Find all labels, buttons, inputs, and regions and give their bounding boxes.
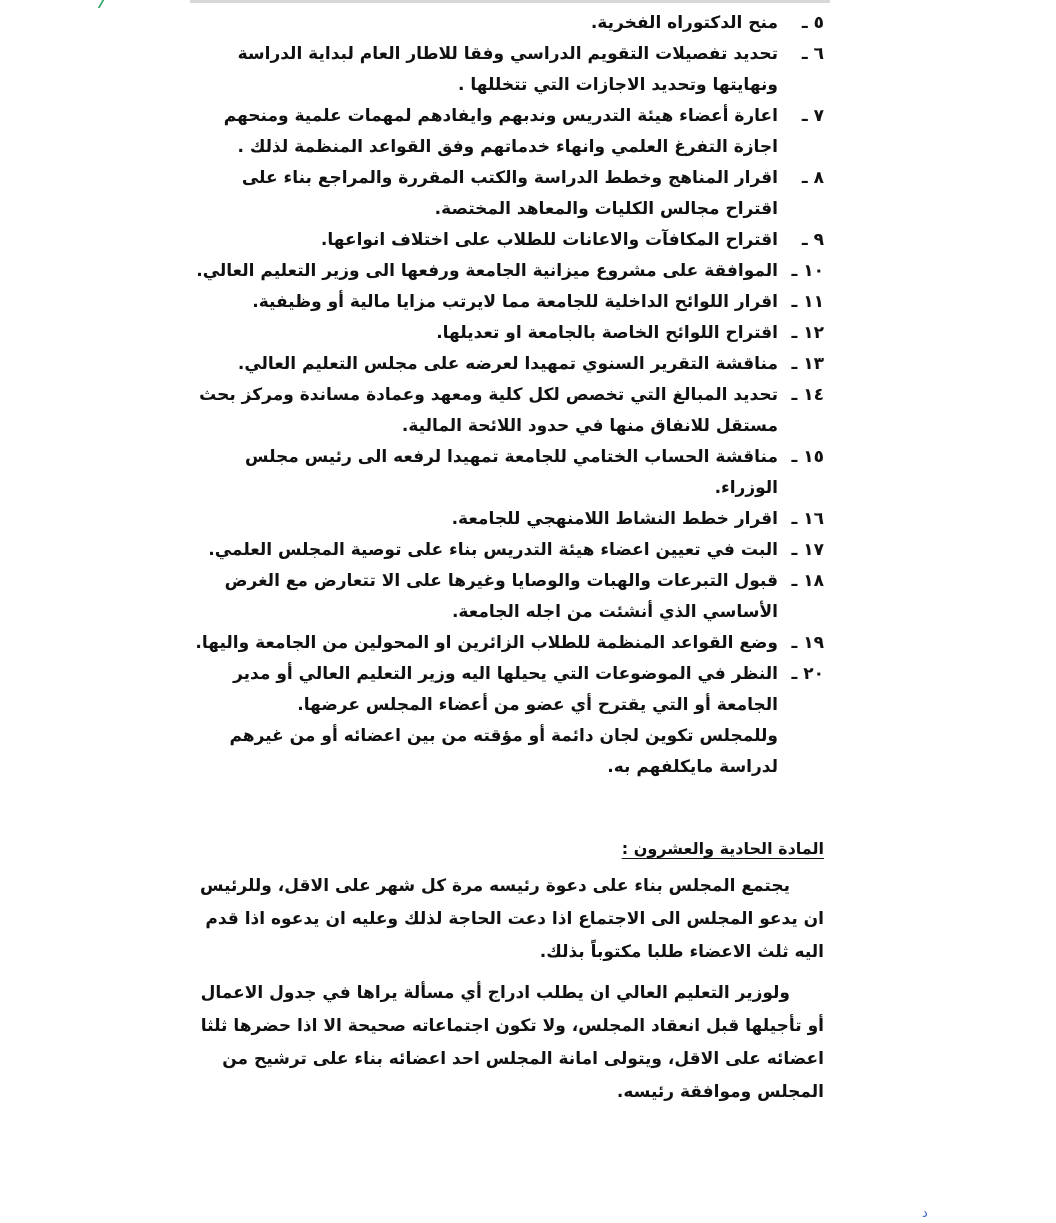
article-paragraph: يجتمع المجلس بناء على دعوة رئيسه مرة كل شهر على الاقل، وللرئيس ان يدعو المجلس الى الاجتماع اذا دعت الحاجة لذلك وعليه ان يدعوه اذا قدم اليه ثلث الاعضاء طلبا مكتوباً بذلك. <box>200 876 824 962</box>
list-item <box>194 318 824 349</box>
item-text: اقتراح المكافآت والاعانات للطلاب على اختلاف انواعها. <box>320 230 778 250</box>
item-text: اقرار خطط النشاط اللامنهجي للجامعة. <box>451 509 778 529</box>
item-number: ١٠ ـ <box>791 261 824 281</box>
document-body <box>194 8 824 1117</box>
item-number: ١٨ ـ <box>791 571 824 591</box>
item-number: ٨ ـ <box>801 168 824 188</box>
article-heading: المادة الحادية والعشرون : <box>621 839 824 858</box>
item-number: ١٢ ـ <box>791 323 824 343</box>
item-number: ٢٠ ـ <box>791 664 824 684</box>
item-number: ١٤ ـ <box>791 385 824 405</box>
list-item <box>194 380 824 442</box>
item-number: ٧ ـ <box>801 106 824 126</box>
list-item <box>194 101 824 163</box>
list-item <box>194 628 824 659</box>
list-item <box>194 504 824 535</box>
list-item <box>194 566 824 628</box>
item-text: وضع القواعد المنظمة للطلاب الزائرين او المحولين من الجامعة واليها. <box>195 633 778 653</box>
list-item <box>194 256 824 287</box>
item-text: مناقشة الحساب الختامي للجامعة تمهيدا لرفعه الى رئيس مجلس الوزراء. <box>245 447 778 498</box>
list-item <box>194 535 824 566</box>
article-paragraph: ولوزير التعليم العالي ان يطلب ادراج أي مسألة يراها في جدول الاعمال أو تأجيلها قبل انعقاد المجلس، ولا تكون اجتماعاته صحيحة الا اذا حضرها ثلثا اعضائه على الاقل، ويتولى امانة المجلس احد اعضائه بناء على ترشيح من المجلس وموافقة رئيسه. <box>200 983 824 1102</box>
list-item <box>194 8 824 39</box>
top-edge-line <box>190 0 830 3</box>
item-number: ١٣ ـ <box>791 354 824 374</box>
item-number: ١٧ ـ <box>791 540 824 560</box>
corner-mark <box>98 0 115 8</box>
item-number: ١١ ـ <box>791 292 824 312</box>
list-item <box>194 225 824 256</box>
section-gap <box>194 783 824 833</box>
item-text: البت في تعيين اعضاء هيئة التدريس بناء على توصية المجلس العلمي. <box>208 540 778 560</box>
committees-paragraph-wrap <box>194 721 824 783</box>
item-text: منح الدكتوراه الفخرية. <box>590 13 778 33</box>
page-mark: د <box>922 1206 928 1221</box>
list-item <box>194 287 824 318</box>
list-item <box>194 442 824 504</box>
item-number: ٥ ـ <box>801 13 824 33</box>
list-item <box>194 659 824 721</box>
item-text: قبول التبرعات والهبات والوصايا وغيرها على الا تتعارض مع الغرض الأساسي الذي أنشئت من اجله الجامعة. <box>224 571 778 622</box>
item-text: اعارة أعضاء هيئة التدريس وندبهم وايفادهم لمهمات علمية ومنحهم اجازة التفرغ العلمي وانهاء خدماتهم وفق القواعد المنظمة لذلك . <box>223 106 778 157</box>
item-text: الموافقة على مشروع ميزانية الجامعة ورفعها الى وزير التعليم العالي. <box>196 261 778 281</box>
item-number: ٩ ـ <box>801 230 824 250</box>
item-number: ١٥ ـ <box>791 447 824 467</box>
item-text: مناقشة التقرير السنوي تمهيدا لعرضه على مجلس التعليم العالي. <box>237 354 778 374</box>
item-text: تحديد المبالغ التي تخصص لكل كلية ومعهد وعمادة مساندة ومركز بحث مستقل للانفاق منها في حدود اللائحة المالية. <box>199 385 778 436</box>
item-number: ١٦ ـ <box>791 509 824 529</box>
item-text: اقتراح اللوائح الخاصة بالجامعة او تعديلها. <box>436 323 778 343</box>
item-number: ١٩ ـ <box>791 633 824 653</box>
item-text: اقرار المناهج وخطط الدراسة والكتب المقررة والمراجع بناء على اقتراح مجالس الكليات والمعاهد المختصة. <box>241 168 778 219</box>
list-item <box>194 39 824 101</box>
committees-paragraph: وللمجلس تكوين لجان دائمة أو مؤقته من بين اعضائه أو من غيرهم لدراسة مايكلفهم به. <box>229 726 778 777</box>
list-item <box>194 349 824 380</box>
item-text: النظر في الموضوعات التي يحيلها اليه وزير التعليم العالي أو مدير الجامعة أو التي يقترح أي عضو من أعضاء المجلس عرضها. <box>233 664 778 715</box>
item-number: ٦ ـ <box>801 44 824 64</box>
item-text: اقرار اللوائح الداخلية للجامعة مما لايرتب مزايا مالية أو وظيفية. <box>252 292 778 312</box>
list-item <box>194 163 824 225</box>
item-text: تحديد تفصيلات التقويم الدراسي وفقا للاطار العام لبداية الدراسة ونهايتها وتحديد الاجازات التي تتخللها . <box>237 44 778 95</box>
